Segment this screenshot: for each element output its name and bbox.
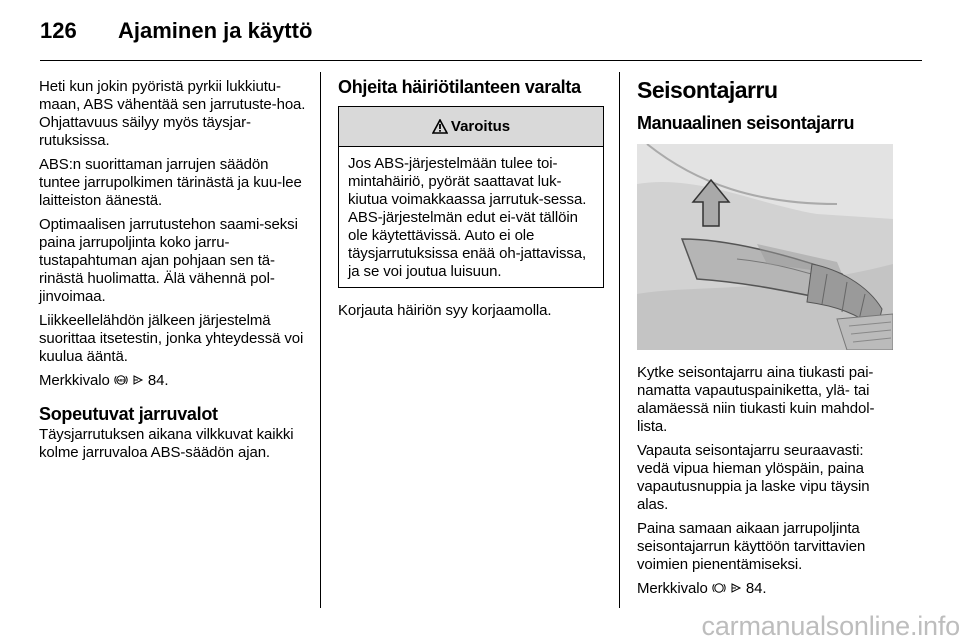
indicator-reference <box>637 580 899 598</box>
watermark: carmanualsonline.info <box>701 611 960 641</box>
column-left <box>39 78 309 468</box>
paragraph: Heti kun jokin pyöristä pyrkii lukkiutu-maan, ABS vähentää sen jarrutuste-hoa. Ohjattavuus säilyy myös täysjar-rutuksissa. <box>39 78 306 149</box>
reference-arrow-icon <box>730 582 742 594</box>
warning-triangle-icon <box>432 119 448 134</box>
subsection-title: Manuaalinen seisontajarru <box>637 113 855 133</box>
warning-box <box>338 106 604 288</box>
section-heading: Sopeutuvat jarruvalot <box>39 404 218 424</box>
paragraph: Täysjarrutuksen aikana vilkkuvat kaikki kolme jarruvaloa ABS-säädön ajan. <box>39 426 294 461</box>
column-divider-2 <box>619 72 620 608</box>
reference-label: Merkkivalo <box>637 580 708 597</box>
column-right <box>637 76 899 604</box>
paragraph: Liikkeellelähdön jälkeen järjestelmä suorittaa itsetestin, jonka yhteydessä voi kuulua ääntä. <box>39 312 304 365</box>
page-header <box>40 14 920 54</box>
paragraph: Optimaalisen jarrutustehon saami-seksi paina jarrupoljinta koko jarru-tustapahtuman ajan pohjaan sen tä-rinästä huolimatta. Älä vähennä pol-jinvoimaa. <box>39 216 298 305</box>
paragraph: Paina samaan aikaan jarrupoljinta seisontajarrun käyttöön tarvittavien voimien pienentämiseksi. <box>637 520 866 573</box>
svg-text:ABS: ABS <box>117 378 125 383</box>
page-number: 126 <box>40 18 77 43</box>
paragraph: Korjauta häiriön syy korjaamolla. <box>338 302 552 319</box>
paragraph: Kytke seisontajarru aina tiukasti pai-namatta vapautuspainiketta, ylä- tai alamäessä niin tiukasti kuin mahdol-lista. <box>637 364 875 435</box>
page-reference[interactable]: 84. <box>745 580 767 597</box>
handbrake-illustration <box>637 144 893 350</box>
paragraph: Vapauta seisontajarru seuraavasti: vedä vipua hieman ylöspäin, paina vapautusnuppia ja laske vipu täysin alas. <box>637 442 870 513</box>
chapter-title: Ajaminen ja käyttö <box>118 18 313 43</box>
warning-header <box>339 107 603 147</box>
warning-title: Varoitus <box>450 118 511 135</box>
abs-warning-light-icon <box>114 373 128 387</box>
section-title: Seisontajarru <box>637 77 778 103</box>
section-heading: Ohjeita häiriötilanteen varalta <box>338 77 581 97</box>
indicator-reference <box>39 372 309 390</box>
reference-label: Merkkivalo <box>39 372 110 389</box>
page-reference[interactable]: 84. <box>147 372 169 389</box>
column-middle <box>338 76 604 326</box>
header-divider <box>40 60 922 61</box>
handbrake-lever-image <box>637 144 893 350</box>
brake-warning-light-icon <box>712 581 726 595</box>
column-divider-1 <box>320 72 321 608</box>
reference-arrow-icon <box>132 374 144 386</box>
warning-text: Jos ABS-järjestelmään tulee toi-mintahäiriö, pyörät saattavat luk-kiutua voimakkaassa jarrutuk-sessa. ABS-järjestelmän edut ei-vät tällöin ole käytettävissä. Auto ei ole täysjarrutuksissa enää oh-jattavissa, ja se voi joutua luisuun. <box>348 155 587 280</box>
paragraph: ABS:n suorittaman jarrujen säädön tuntee jarrupolkimen tärinästä ja kuu-lee laitteiston äänestä. <box>39 156 302 209</box>
